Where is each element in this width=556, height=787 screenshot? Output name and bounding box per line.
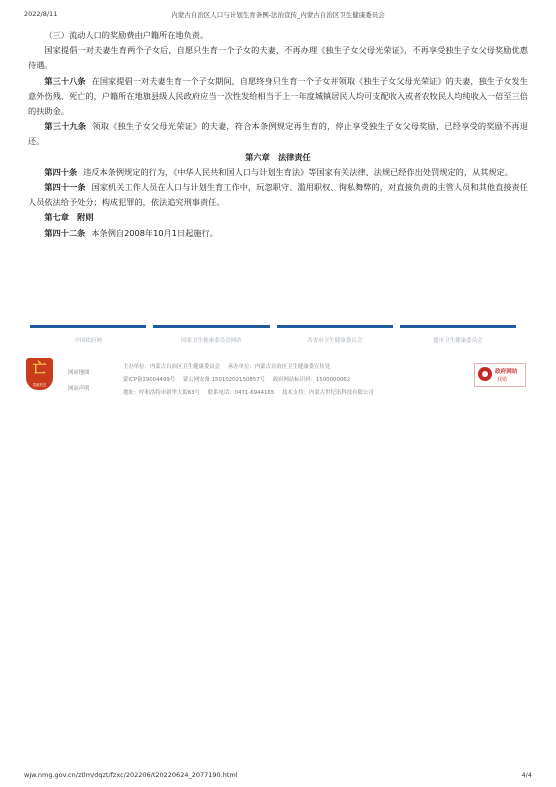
site-footer — [26, 355, 526, 405]
badge-line1: 政府网站 — [495, 369, 518, 375]
article-40 — [28, 165, 528, 180]
article-38 — [28, 74, 528, 120]
footer-line — [123, 374, 380, 387]
chapter-7 — [28, 210, 528, 225]
footer-line — [123, 387, 380, 400]
article-heading: 第四十二条 — [44, 227, 86, 238]
related-links-bar — [30, 325, 516, 349]
sponsor-text: 主办单位：内蒙古自治区卫生健康委员会 — [123, 364, 221, 370]
link-gov-cn[interactable] — [30, 325, 146, 349]
print-title: 内蒙古自治区人口与计划生育条例-法治宣传_内蒙古自治区卫生健康委员会 — [171, 11, 385, 19]
article-text: 国家机关工作人员在人口与计划生育工作中，玩忽职守、滥用职权、徇私舞弊的，对直接负责的主管人员和其他直接责任人员依法给予处分；构成犯罪的，依法追究刑事责任。 — [28, 182, 528, 208]
site-statement-link[interactable]: 网站声明 — [68, 386, 90, 392]
link-bar — [400, 325, 516, 328]
emblem-glyph: 亡 — [32, 361, 47, 377]
tech-support-text: 技术支持：内蒙古世纪讯科技有限公司 — [282, 390, 374, 396]
police-record-link[interactable]: 蒙公网安备 15010202150857号 — [182, 377, 266, 383]
footer-line — [123, 361, 380, 374]
paragraph: （三）流动人口的奖励费由户籍所在地负责。 — [44, 30, 209, 40]
article-heading: 第四十一条 — [44, 182, 86, 193]
article-content — [28, 28, 528, 241]
article-42 — [28, 226, 528, 241]
gov-site-mark-icon — [478, 367, 492, 381]
link-label: 国家卫生健康委员会网站 — [181, 338, 242, 344]
article-heading: 第三十八条 — [44, 75, 86, 86]
organizer-text: 承办单位：内蒙古自治区卫生健康委宣传处 — [227, 364, 331, 370]
footer-info — [123, 361, 380, 400]
chapter-heading: 第六章 法律责任 — [245, 151, 311, 162]
article-text: 违反本条例规定的行为，《中华人民共和国人口与计划生育法》等国家有关法律、法规已经作出处罚规定的，从其规定。 — [83, 166, 513, 177]
phone-text: 联系电话：0471-6944165 — [207, 390, 275, 396]
link-bar — [30, 325, 146, 328]
chapter-heading: 第七章 附则 — [44, 212, 94, 223]
badge-line2: 找错 — [497, 377, 508, 383]
print-date: 2022/8/11 — [24, 10, 58, 18]
article-heading: 第四十条 — [44, 166, 78, 177]
address-text: 地址：呼和浩特市新华大街63号 — [123, 390, 200, 396]
link-nhc[interactable] — [153, 325, 269, 349]
article-text: 领取《独生子女父母光荣证》的夫妻，符合本条例规定再生育的，停止享受独生子女父母奖励，已经享受的奖励不再退还。 — [28, 121, 528, 147]
gov-site-error-report-badge[interactable] — [474, 363, 526, 387]
paragraph: 国家提倡一对夫妻生育两个子女后，自愿只生育一个子女的夫妻，不再办理《独生子女父母光荣证》，不再享受独生子女父母奖励优惠待遇。 — [28, 45, 528, 71]
link-provincial-commissions[interactable] — [277, 325, 393, 349]
link-league-city-commissions[interactable] — [400, 325, 516, 349]
party-government-emblem-icon[interactable] — [26, 358, 53, 390]
link-label: 中国政府网 — [74, 338, 102, 344]
emblem-caption: 党政机关 — [32, 383, 47, 387]
link-bar — [153, 325, 269, 328]
article-heading: 第三十九条 — [44, 121, 87, 132]
print-url: wjw.nmg.gov.cn/ztlm/dqzt/fzxc/202206/t20220624_2077190.html — [24, 771, 238, 779]
link-label: 各省市卫生健康委员会 — [307, 338, 363, 344]
link-label: 盟市卫生健康委员会 — [433, 338, 483, 344]
article-39 — [28, 119, 528, 149]
icp-link[interactable]: 蒙ICP备19004499号 — [123, 377, 176, 383]
print-page-number: 4/4 — [521, 771, 532, 779]
footer-links — [68, 365, 90, 397]
article-text: 本条例自2008年10月1日起施行。 — [91, 227, 218, 238]
article-text: 在国家提倡一对夫妻生育一个子女期间，自愿终身只生育一个子女并领取《独生子女父母光荣证》的夫妻，独生子女发生意外伤残、死亡的，户籍所在地旗县级人民政府应当一次性发给相当于上一年度城镇居民人均可支配收入或者农牧民人均纯收入一倍至三倍的扶助金。 — [28, 75, 528, 117]
site-map-link[interactable]: 网站地图 — [68, 370, 90, 376]
site-code-text: 政府网站标识码：1500000062 — [272, 377, 351, 383]
article-41 — [28, 180, 528, 210]
link-bar — [277, 325, 393, 328]
